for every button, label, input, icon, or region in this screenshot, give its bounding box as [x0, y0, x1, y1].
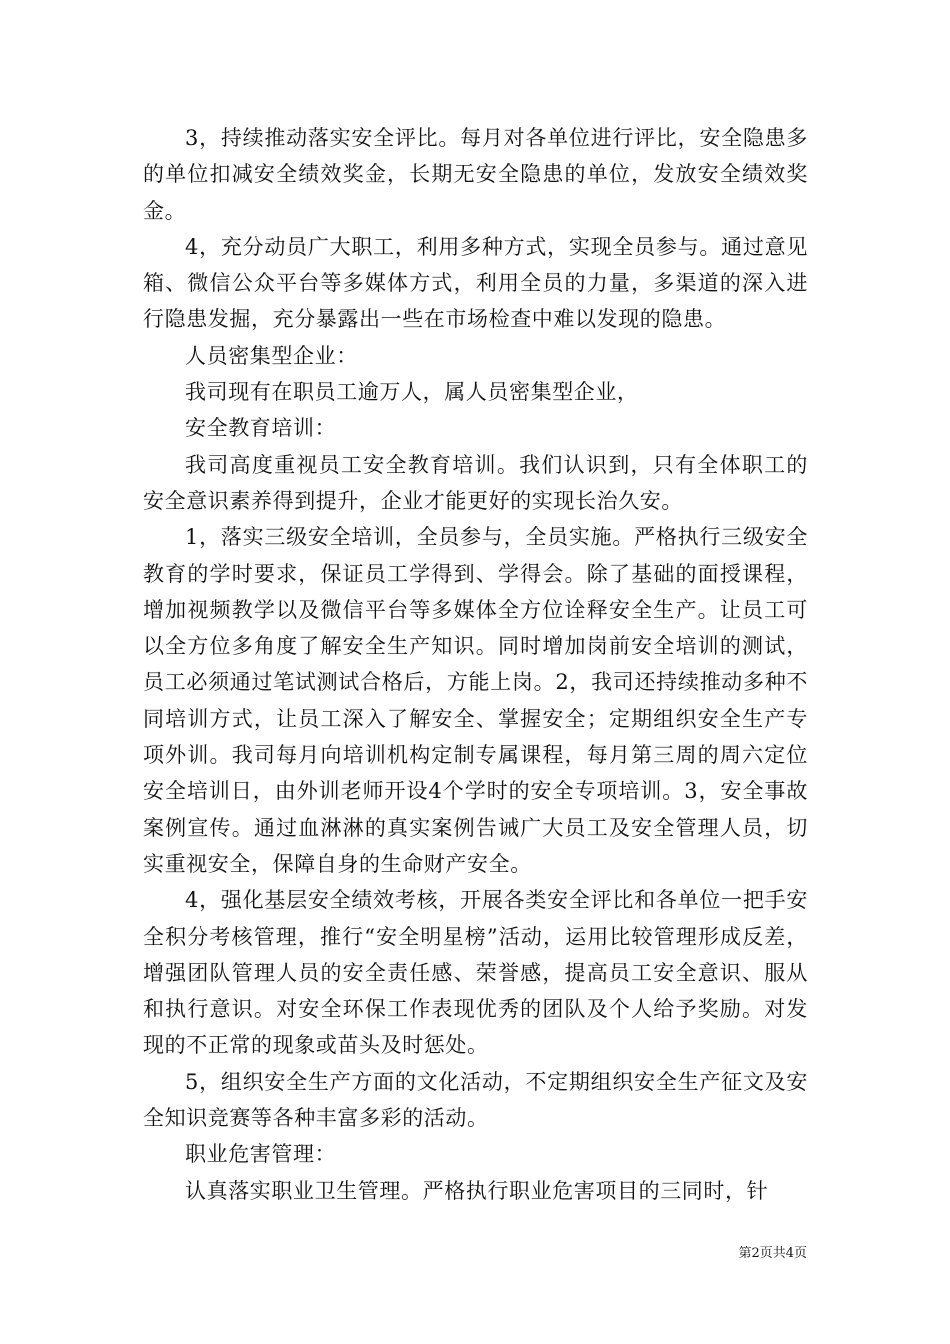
- paragraph-occupational-health: 认真落实职业卫生管理。严格执行职业危害项目的三同时，针: [185, 1178, 769, 1203]
- paragraph-performance-assessment: 4，强化基层安全绩效考核，开展各类安全评比和各单位一把手安全积分考核管理，推行“安全明星榜”活动，运用比较管理形成反差，增强团队管理人员的安全责任感、荣誉感，提高员工安全意识、服从和执行意识。对安全环保工作表现优秀的团队及个人给予奖励。对发现的不正常的现象或苗头及时惩处。: [143, 888, 808, 1058]
- heading-safety-training: 安全教育培训：: [185, 416, 337, 441]
- paragraph-three-level-training: 1，落实三级安全培训，全员参与，全员实施。严格执行三级安全教育的学时要求，保证员工学得到、学得会。除了基础的面授课程，增加视频教学以及微信平台等多媒体全方位诠释安全生产。让员工可以全方位多角度了解安全生产知识。同时增加岗前安全培训的测试，员工必须通过笔试测试合格后，方能上岗。2，我司还持续推动多种不同培训方式，让员工深入了解安全、掌握安全；定期组织安全生产专项外训。我司每月向培训机构定制专属课程，每月第三周的周六定位安全培训日，由外训老师开设4个学时的安全专项培训。3，安全事故案例宣传。通过血淋淋的真实案例告诫广大员工及安全管理人员，切实重视安全，保障自身的生命财产安全。: [143, 525, 808, 876]
- paragraph-staff-count: 我司现有在职员工逾万人，属人员密集型企业，: [185, 380, 639, 405]
- heading-labor-intensive: 人员密集型企业：: [185, 343, 358, 368]
- paragraph-safety-evaluation: 3，持续推动落实安全评比。每月对各单位进行评比，安全隐患多的单位扣减安全绩效奖金，长期无安全隐患的单位，发放安全绩效奖金。: [143, 126, 808, 223]
- paragraph-full-participation: 4，充分动员广大职工，利用多种方式，实现全员参与。通过意见箱、微信公众平台等多媒体方式，利用全员的力量，多渠道的深入进行隐患发掘，充分暴露出一些在市场检查中难以发现的隐患。: [143, 234, 808, 332]
- paragraph-cultural-activities: 5，组织安全生产方面的文化活动，不定期组织安全生产征文及安全知识竞赛等各种丰富多彩的活动。: [143, 1069, 808, 1131]
- paragraph-training-intro: 我司高度重视员工安全教育培训。我们认识到，只有全体职工的安全意识素养得到提升，企业才能更好的实现长治久安。: [143, 452, 808, 513]
- document-body: [143, 120, 808, 1209]
- page-number-footer: 第2页共4页: [738, 1246, 807, 1261]
- heading-occupational-hazard: 职业危害管理：: [185, 1142, 337, 1167]
